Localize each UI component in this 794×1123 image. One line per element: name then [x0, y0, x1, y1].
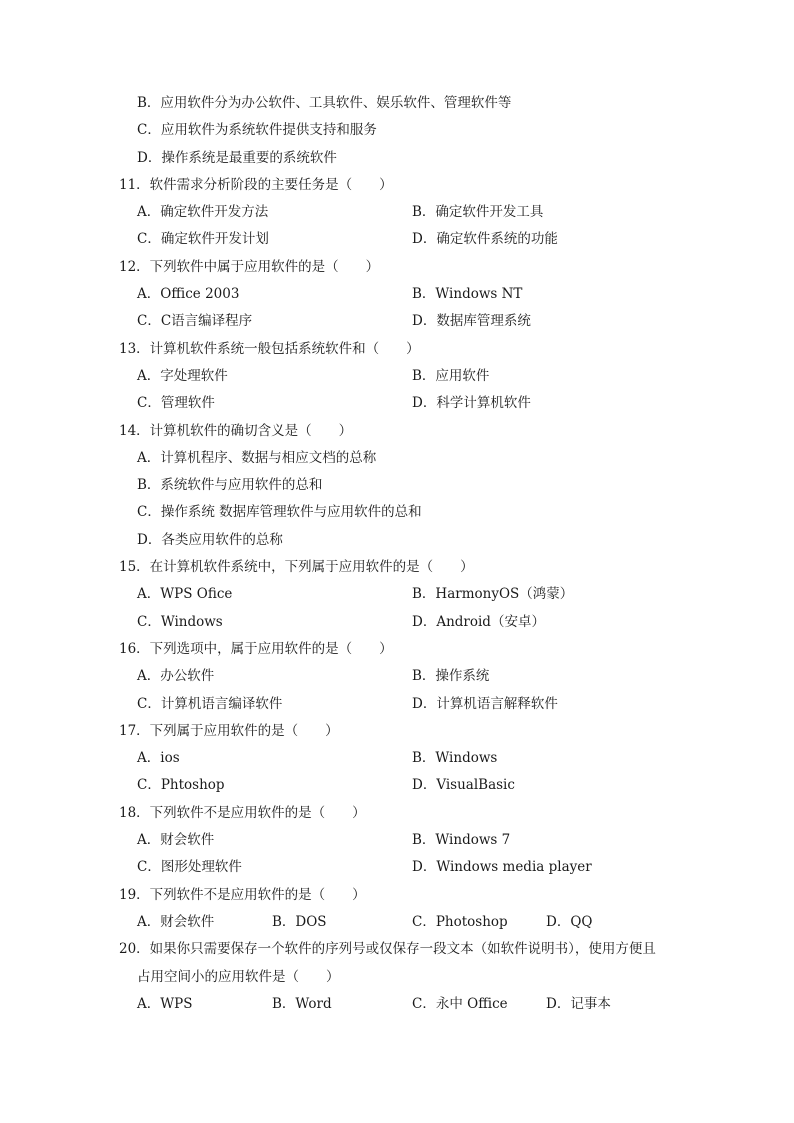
question-14-option-d: D．各类应用软件的总称 [137, 531, 283, 548]
question-13-options-row2 [0, 390, 794, 417]
question-18-options-row1 [0, 827, 794, 854]
question-20-option-c: C．永中 Office [412, 995, 508, 1012]
question-11-option-d: D．确定软件系统的功能 [412, 231, 558, 248]
question-19-option-c: C．Photoshop [412, 913, 508, 930]
question-11-option-a: A．确定软件开发方法 [137, 204, 269, 221]
question-13-option-b: B．应用软件 [412, 367, 490, 384]
exam-page [0, 90, 794, 1018]
question-11-options-row2 [0, 226, 794, 253]
question-12-option-b: B．Windows NT [412, 286, 523, 303]
question-20-option-b: B．Word [272, 995, 332, 1012]
question-15-option-b: B．HarmonyOS（鸿蒙） [412, 586, 574, 603]
question-17-option-a: A．ios [137, 750, 180, 767]
question-15-option-d: D．Android（安卓） [412, 613, 545, 630]
question-14-option-c: C．操作系统 数据库管理软件与应用软件的总和 [137, 504, 422, 521]
question-19-option-b: B．DOS [272, 913, 327, 930]
question-13-option-c: C．管理软件 [137, 395, 215, 412]
question-11-stem: 11．软件需求分析阶段的主要任务是（ ） [119, 176, 393, 193]
question-11-option-c: C．确定软件开发计划 [137, 231, 269, 248]
question-13-options-row1 [0, 363, 794, 390]
question-12-option-c: C．C语言编译程序 [137, 313, 253, 330]
question-19-option-a: A．财会软件 [137, 913, 215, 930]
question-16-option-c: C．计算机语言编译软件 [137, 695, 283, 712]
question-17-options-row1 [0, 745, 794, 772]
question-15-option-a: A．WPS Ofice [137, 586, 233, 603]
question-15-stem: 15．在计算机软件系统中，下列属于应用软件的是（ ） [119, 559, 474, 576]
question-20-option-d: D．记事本 [546, 995, 611, 1012]
lead-option-d: D．操作系统是最重要的系统软件 [137, 149, 337, 166]
question-14-option-a: A．计算机程序、数据与相应文档的总称 [137, 449, 377, 466]
question-18-option-a: A．财会软件 [137, 832, 215, 849]
question-12-options-row1 [0, 281, 794, 308]
question-17-stem: 17．下列属于应用软件的是（ ） [119, 722, 339, 739]
question-12-options-row2 [0, 308, 794, 335]
question-14-option-b: B．系统软件与应用软件的总和 [137, 477, 323, 494]
question-17-option-d: D．VisualBasic [412, 777, 515, 794]
question-15-options-row1 [0, 581, 794, 608]
question-16-option-b: B．操作系统 [412, 668, 490, 685]
question-12-stem: 12．下列软件中属于应用软件的是（ ） [119, 258, 380, 275]
question-18-option-d: D．Windows media player [412, 859, 592, 876]
question-17-option-c: C．Phtoshop [137, 777, 225, 794]
question-16-options-row2 [0, 691, 794, 718]
question-20-options-row [0, 991, 794, 1018]
question-13-option-d: D．科学计算机软件 [412, 395, 531, 412]
question-13-option-a: A．字处理软件 [137, 367, 228, 384]
question-12-option-a: A．Office 2003 [137, 286, 240, 303]
question-16-option-a: A．办公软件 [137, 668, 215, 685]
question-17-option-b: B．Windows [412, 750, 498, 767]
question-18-option-b: B．Windows 7 [412, 832, 511, 849]
question-14-stem: 14．计算机软件的确切含义是（ ） [119, 422, 353, 439]
question-20-stem-line1: 20．如果你只需要保存一个软件的序列号或仅保存一段文本（如软件说明书），使用方便且 [119, 941, 656, 958]
question-18-stem: 18．下列软件不是应用软件的是（ ） [119, 804, 366, 821]
question-19-option-d: D．QQ [546, 913, 593, 930]
question-16-stem: 16．下列选项中，属于应用软件的是（ ） [119, 640, 393, 657]
question-19-options-row [0, 909, 794, 936]
question-19-stem: 19．下列软件不是应用软件的是（ ） [119, 886, 366, 903]
question-11-option-b: B．确定软件开发工具 [412, 204, 544, 221]
question-16-option-d: D．计算机语言解释软件 [412, 695, 558, 712]
question-15-options-row2 [0, 609, 794, 636]
question-11-options-row1 [0, 199, 794, 226]
question-15-option-c: C．Windows [137, 613, 223, 630]
question-18-option-c: C．图形处理软件 [137, 859, 242, 876]
question-12-option-d: D．数据库管理系统 [412, 313, 531, 330]
question-17-options-row2 [0, 772, 794, 799]
question-20-stem-line2: 占用空间小的应用软件是（ ） [137, 968, 340, 985]
lead-option-c: C．应用软件为系统软件提供支持和服务 [137, 122, 377, 139]
question-16-options-row1 [0, 663, 794, 690]
question-20-option-a: A．WPS [137, 995, 193, 1012]
lead-option-b: B．应用软件分为办公软件、工具软件、娱乐软件、管理软件等 [137, 95, 512, 111]
question-18-options-row2 [0, 854, 794, 881]
question-13-stem: 13．计算机软件系统一般包括系统软件和（ ） [119, 340, 420, 357]
